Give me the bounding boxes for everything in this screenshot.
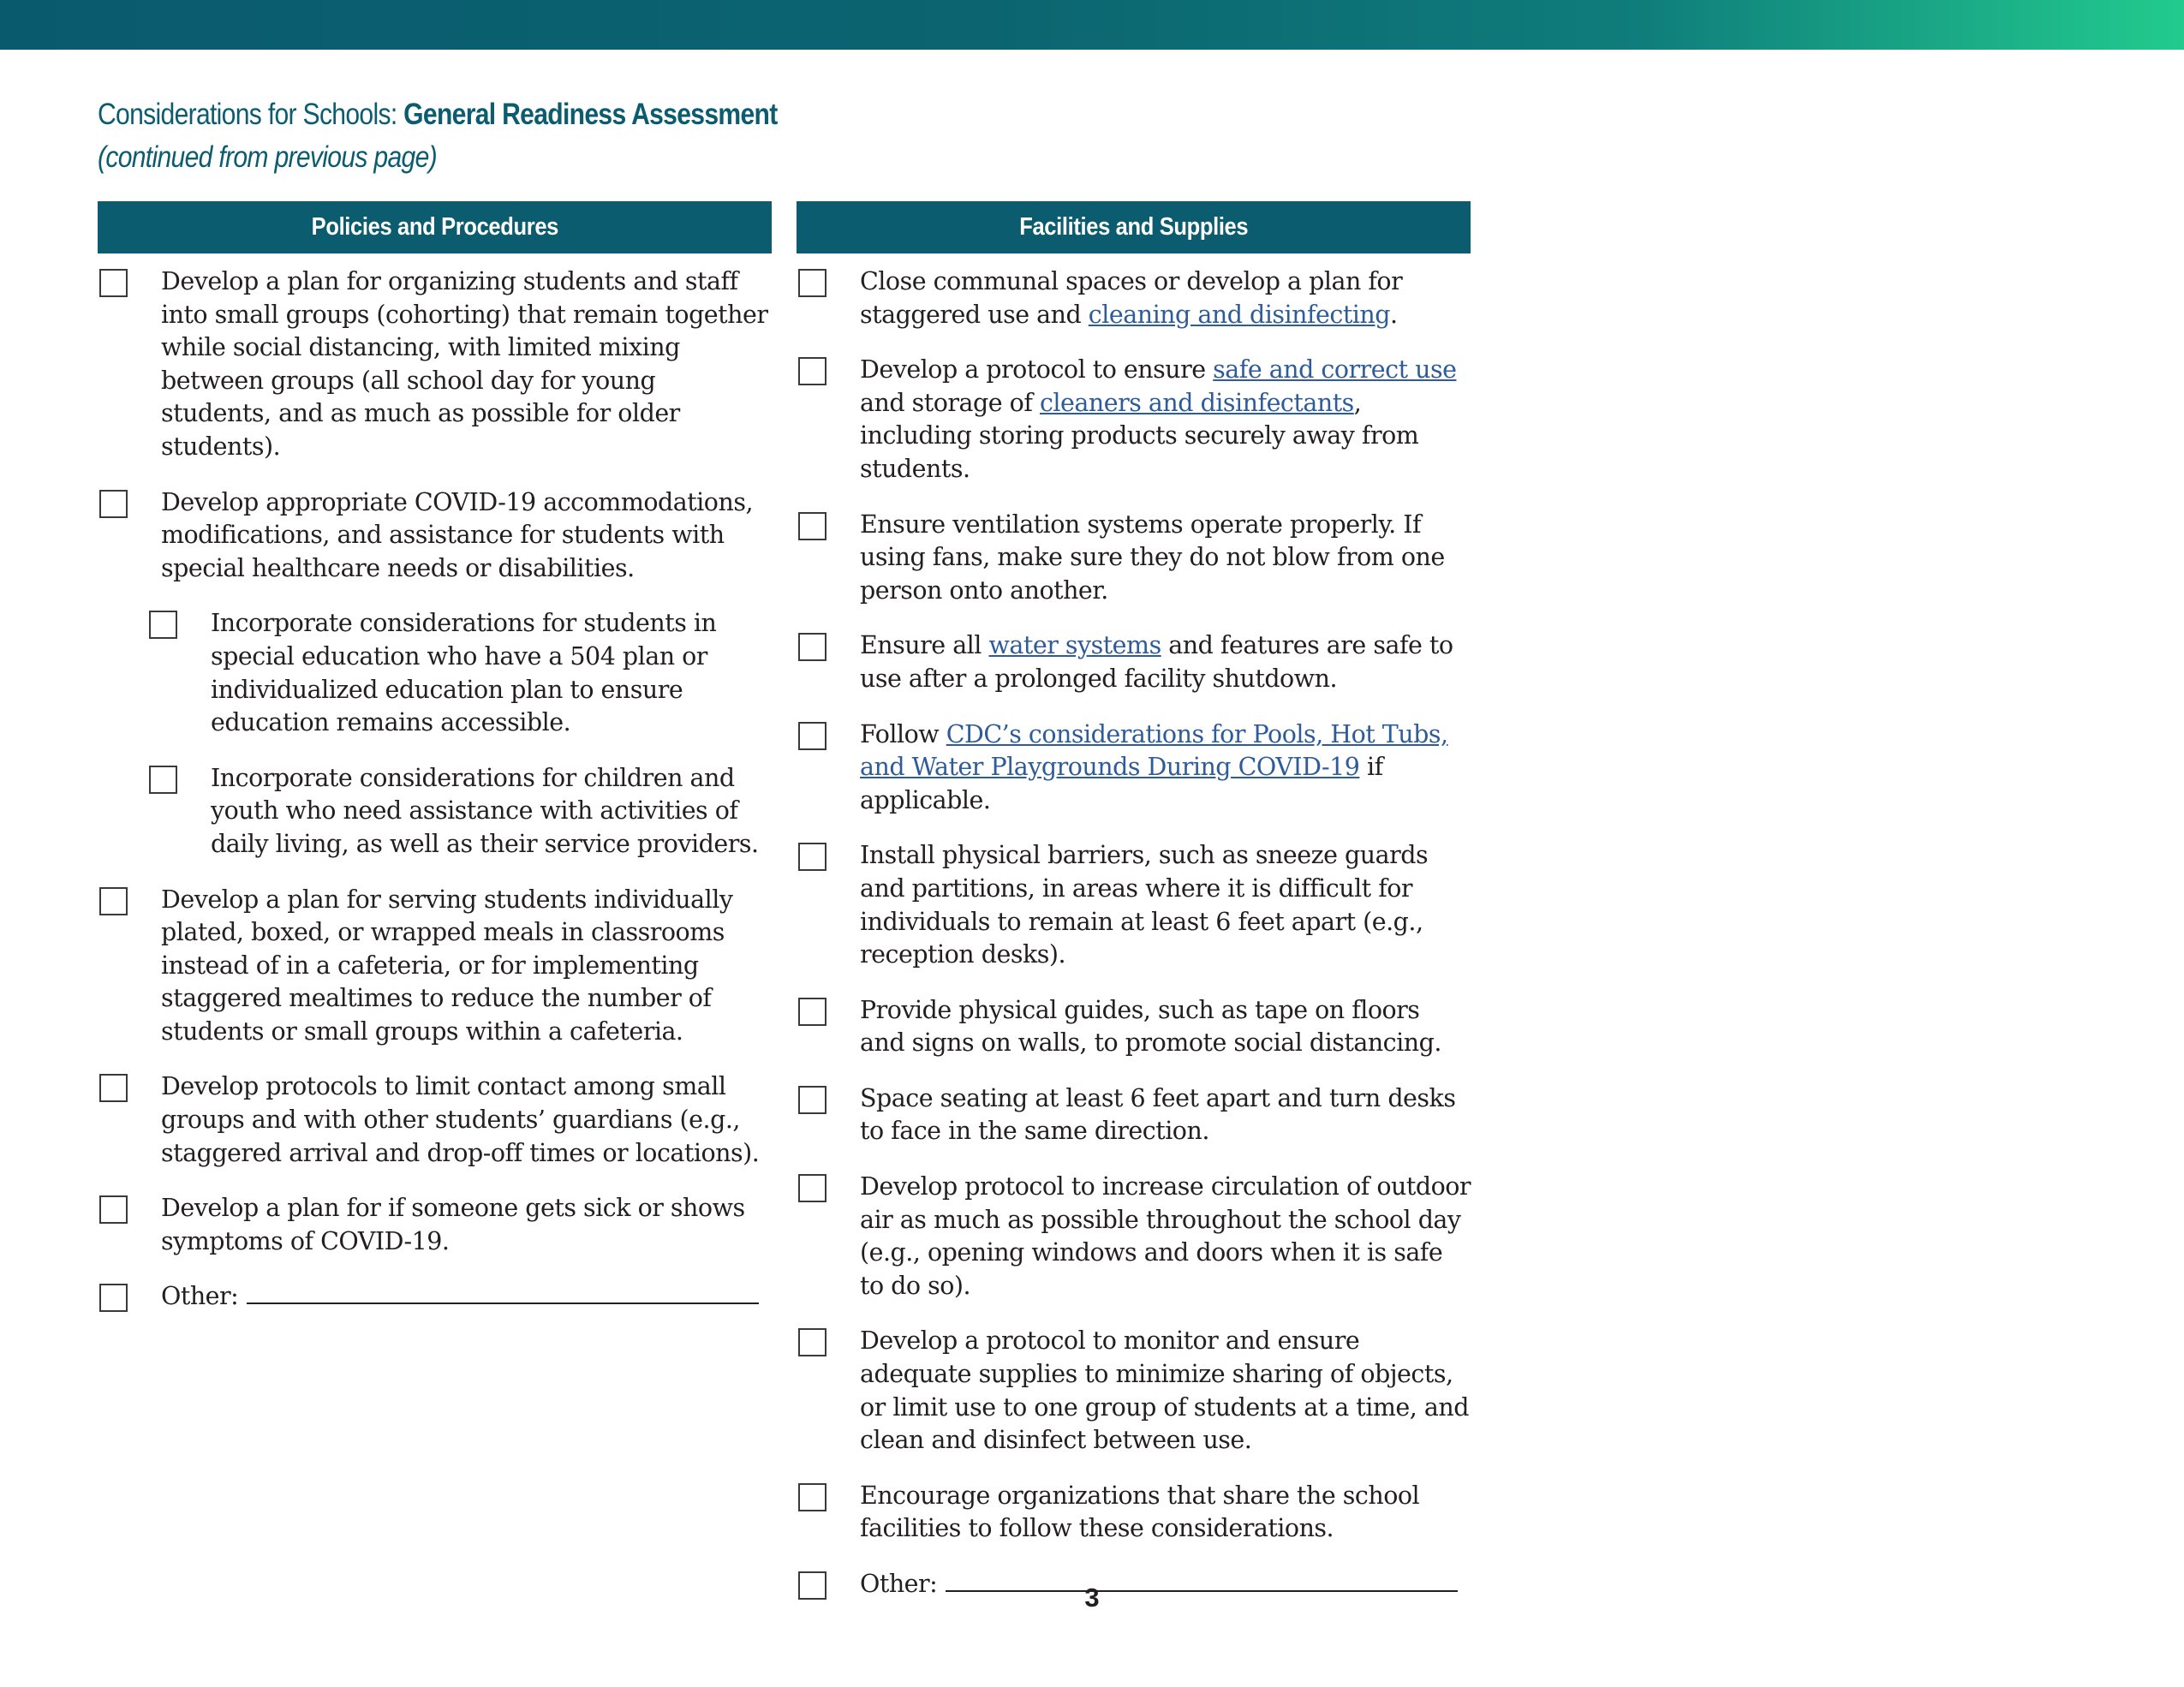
link-cleaners-disinfectants[interactable]: cleaners and disinfectants — [1039, 388, 1354, 417]
item-text: Follow CDC’s considerations for Pools, Hot Tubs, and Water Playgrounds During COVID-19 if applicable. — [860, 719, 1448, 814]
item-text: Develop protocol to increase circulation of outdoor air as much as possible throughout the school day (e.g., opening windows and doors when it is safe to do so). — [860, 1172, 1471, 1300]
checkbox[interactable] — [798, 1174, 826, 1202]
header-band — [0, 0, 2184, 50]
checklist-item — [797, 509, 1471, 608]
item-text: Space seating at least 6 feet apart and turn desks to face in the same direction. — [860, 1083, 1456, 1146]
item-text: Encourage organizations that share the school facilities to follow these considerations. — [860, 1481, 1420, 1543]
checklist-item — [797, 265, 1471, 331]
page-subtitle: (continued from previous page) — [98, 140, 437, 174]
item-text: Ensure all water systems and features are safe to use after a prolonged facility shutdown. — [860, 631, 1453, 693]
link-cleaning-disinfecting[interactable]: cleaning and disinfecting — [1088, 300, 1390, 329]
item-text: Develop a plan for if someone gets sick or shows symptoms of COVID-19. — [161, 1194, 745, 1255]
checkbox[interactable] — [798, 512, 826, 540]
checkbox[interactable] — [798, 1328, 826, 1356]
other-input-line[interactable] — [247, 1282, 759, 1304]
checkbox[interactable] — [798, 633, 826, 661]
page-title — [98, 94, 1129, 135]
title-main: General Readiness Assessment — [403, 98, 778, 131]
link-water-systems[interactable]: water systems — [988, 631, 1161, 660]
checklist-item — [98, 486, 772, 586]
checklist-item — [98, 265, 772, 464]
item-text: Incorporate considerations for students in special education who have a 504 plan or individualized education plan to ensure education remains accessible. — [211, 609, 717, 737]
checklist-item — [797, 1480, 1471, 1546]
checklist-item — [797, 1171, 1471, 1303]
checkbox[interactable] — [99, 490, 128, 518]
checklist-item-other — [98, 1280, 772, 1314]
item-text: Install physical barriers, such as sneeze guards and partitions, in areas where it is difficult for individuals to remain at least 6 feet apart (e.g., reception desks). — [860, 841, 1429, 969]
checklist-item — [797, 718, 1471, 818]
checklist-item — [98, 884, 772, 1049]
policies-heading: Policies and Procedures — [98, 201, 772, 253]
checklist-item — [98, 1192, 772, 1258]
checklist-item — [797, 629, 1471, 695]
item-text: Develop a plan for serving students individually plated, boxed, or wrapped meals in classrooms instead of in a cafeteria, or for implementing staggered mealtimes to reduce the number of students or small groups within a cafeteria. — [161, 885, 733, 1046]
checkbox[interactable] — [99, 269, 128, 297]
item-text: Provide physical guides, such as tape on floors and signs on walls, to promote social distancing. — [860, 995, 1441, 1058]
item-text: Develop a protocol to ensure safe and correct use and storage of cleaners and disinfectants, including storing products securely away from students. — [860, 355, 1457, 483]
facilities-list — [797, 265, 1471, 1601]
checkbox[interactable] — [99, 1074, 128, 1102]
checklist-item — [797, 1082, 1471, 1148]
checklist-subitem — [147, 762, 772, 861]
checkbox[interactable] — [798, 1483, 826, 1511]
checkbox[interactable] — [149, 611, 177, 639]
policies-column — [98, 201, 772, 1336]
item-text: Develop a protocol to monitor and ensure adequate supplies to minimize sharing of objects, or limit use to one group of students at a time, and clean and disinfect between use. — [860, 1326, 1469, 1455]
checkbox[interactable] — [149, 766, 177, 794]
checkbox[interactable] — [798, 1086, 826, 1114]
checkbox[interactable] — [798, 998, 826, 1026]
title-prefix: Considerations for Schools: — [98, 98, 404, 131]
item-text: Develop protocols to limit contact among small groups and with other students’ guardians (e.g., staggered arrival and drop-off times or locations). — [161, 1072, 760, 1167]
checkbox[interactable] — [798, 357, 826, 385]
checkbox[interactable] — [798, 722, 826, 750]
link-safe-correct-use[interactable]: safe and correct use — [1213, 355, 1457, 384]
other-label: Other: — [860, 1570, 938, 1598]
checkbox[interactable] — [99, 1195, 128, 1224]
item-text: Develop a plan for organizing students and staff into small groups (cohorting) that remain together while social distancing, with limited mixing between groups (all school day for young students, and as much as possible for older students). — [161, 267, 768, 461]
checkbox[interactable] — [99, 887, 128, 915]
checklist-item — [797, 839, 1471, 971]
checklist-subitem — [147, 607, 772, 739]
item-text: Develop appropriate COVID-19 accommodations, modifications, and assistance for students with special healthcare needs or disabilities. — [161, 487, 754, 582]
other-label: Other: — [161, 1282, 239, 1311]
checklist-item — [98, 1070, 772, 1170]
checklist-item — [797, 994, 1471, 1060]
item-text — [161, 1280, 772, 1314]
item-text: Ensure ventilation systems operate properly. If using fans, make sure they do not blow from one person onto another. — [860, 510, 1445, 605]
checklist-item — [797, 1325, 1471, 1457]
checkbox[interactable] — [99, 1284, 128, 1312]
link-cdc-pools[interactable]: CDC’s considerations for Pools, Hot Tubs, and Water Playgrounds During COVID-19 — [860, 719, 1448, 782]
title-block — [98, 94, 1297, 178]
item-text: Incorporate considerations for children and youth who need assistance with activities of daily living, as well as their service providers. — [211, 763, 759, 858]
checkbox[interactable] — [798, 269, 826, 297]
item-text: Close communal spaces or develop a plan for staggered use and cleaning and disinfecting. — [860, 267, 1403, 329]
facilities-heading: Facilities and Supplies — [797, 201, 1471, 253]
policies-list — [98, 265, 772, 1314]
page-number: 3 — [1084, 1583, 1100, 1612]
facilities-column — [797, 201, 1471, 1624]
checklist-item — [797, 354, 1471, 486]
checkbox[interactable] — [798, 843, 826, 871]
